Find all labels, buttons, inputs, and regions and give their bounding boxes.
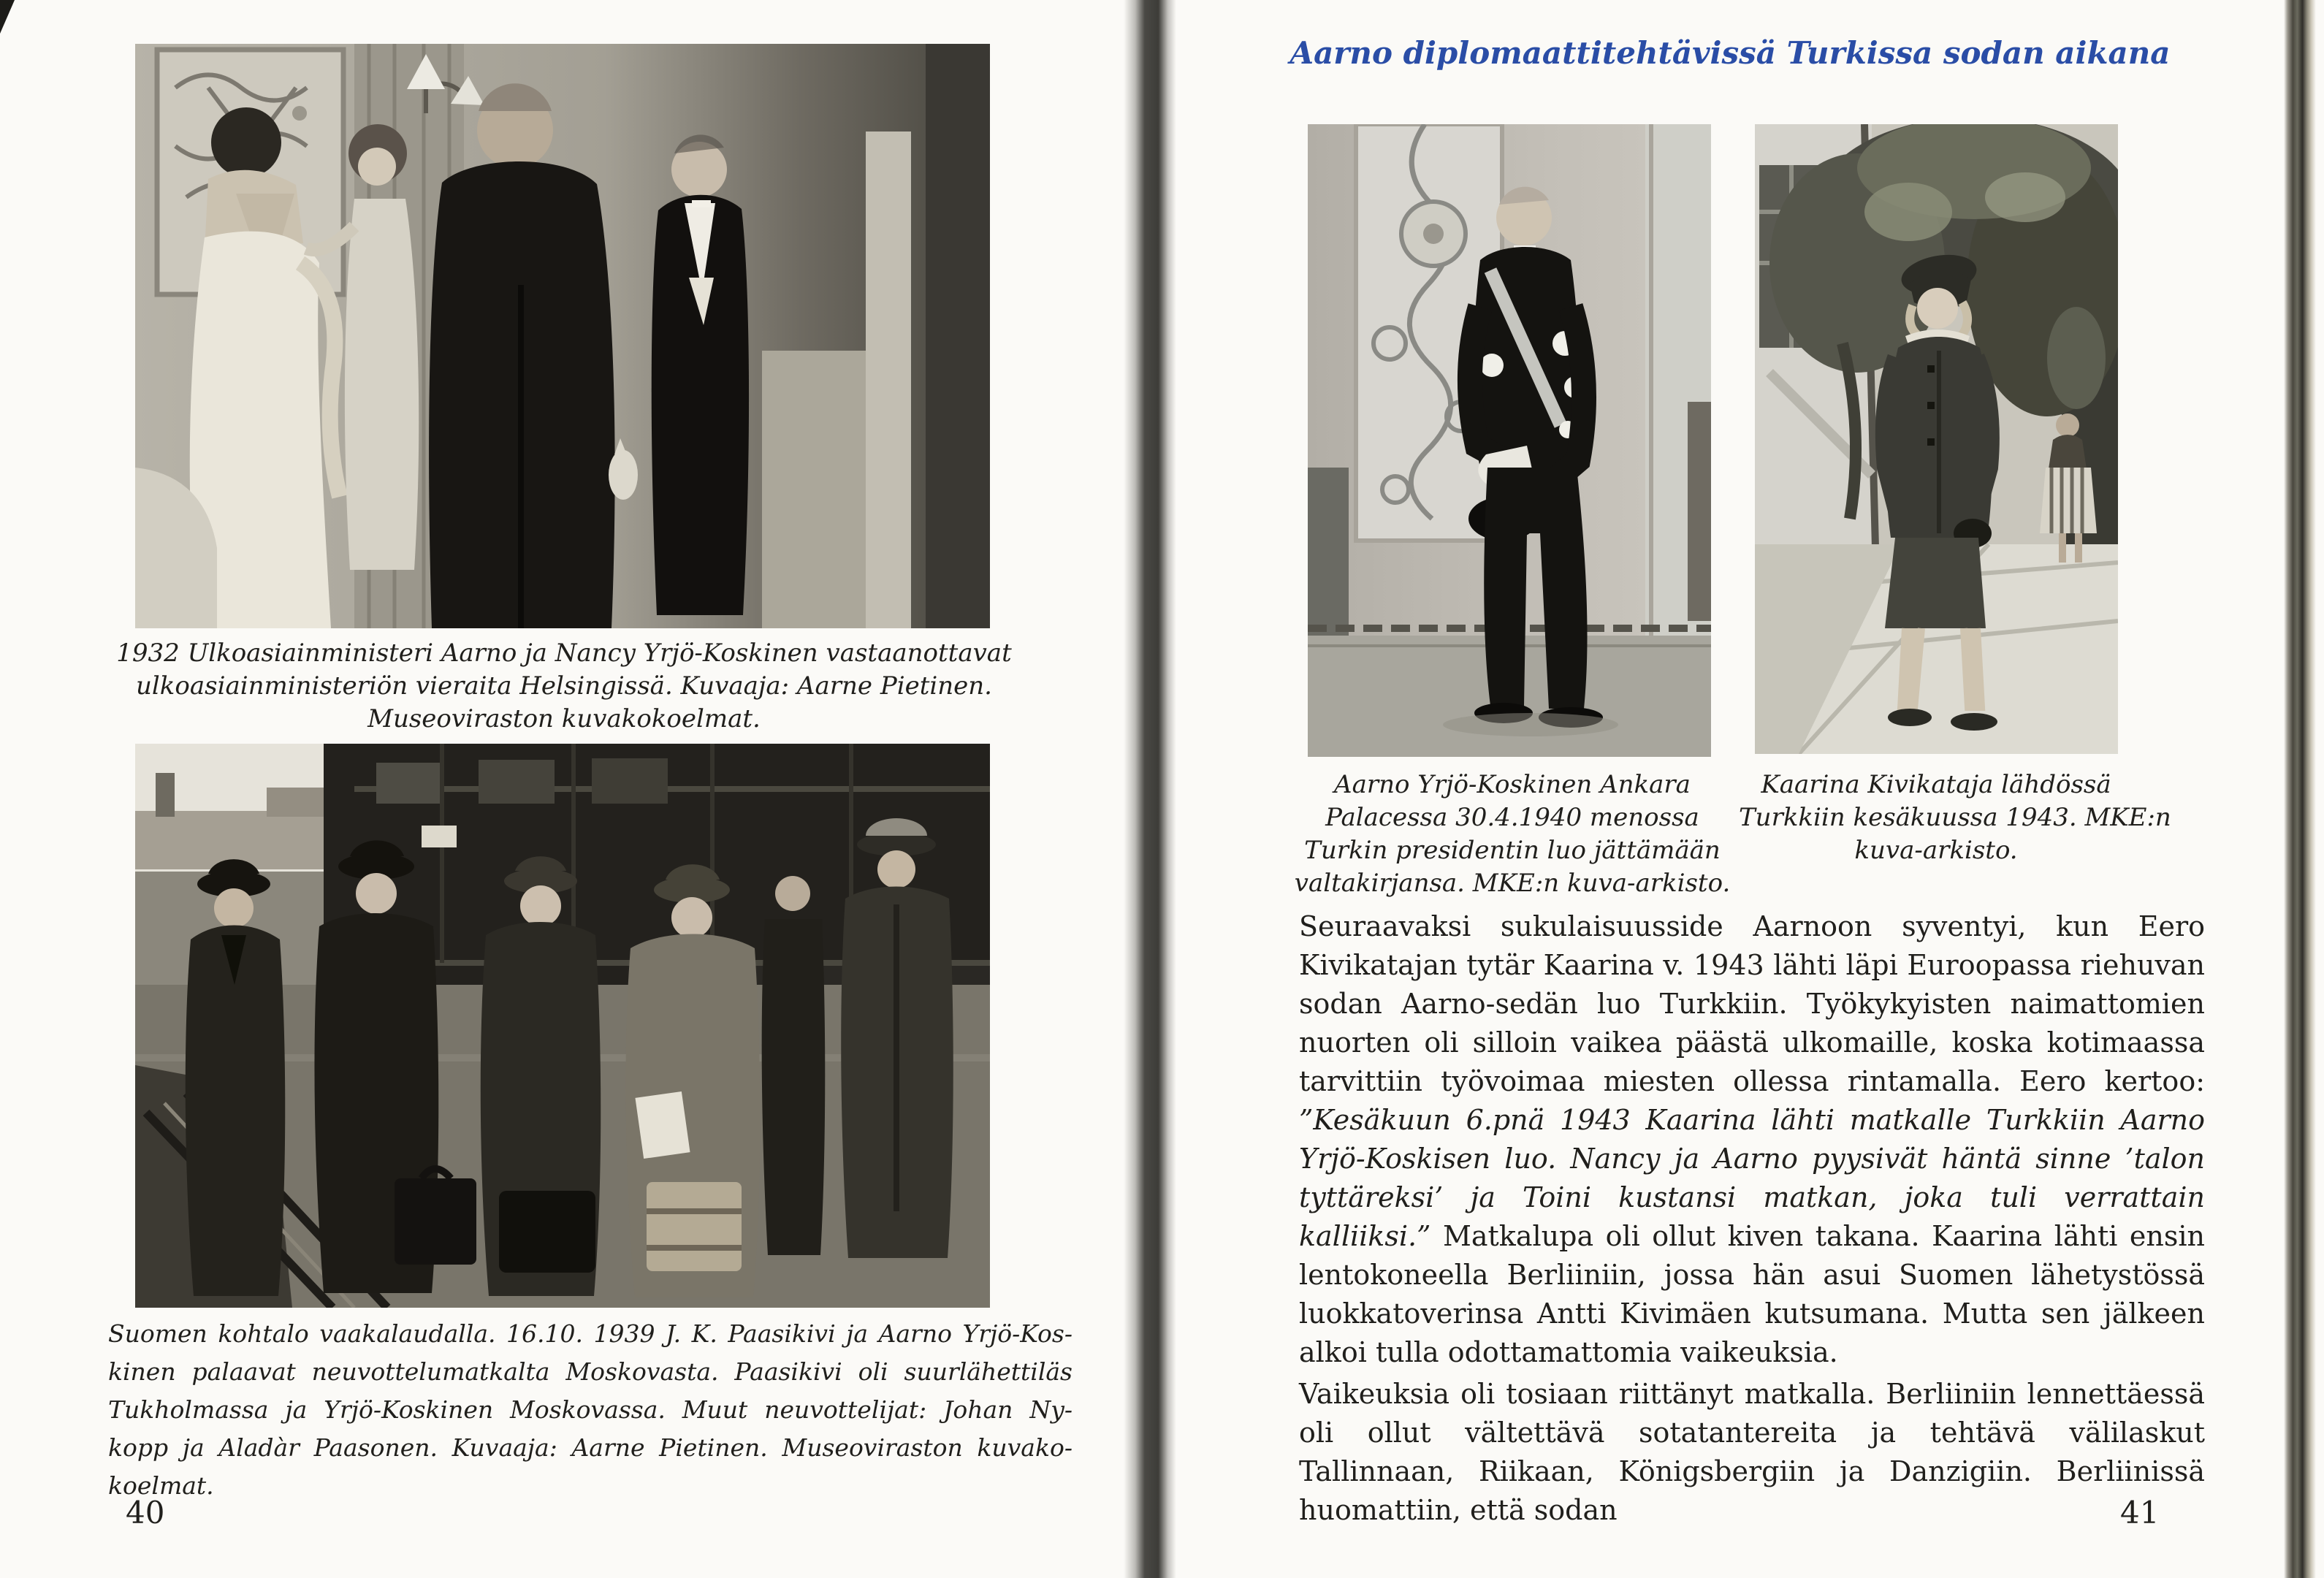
paragraph-text: Matkalupa oli ollut kiven takana. Kaarina lähti ensin lentokoneella Berliiniin, jossa hän asui Suomen lähetystössä luokkatoverinsa Antti Kivimäen kutsumana. Mutta sen jälkeen alkoi tulla odottamattomia vaikeuksia. <box>1299 1220 2205 1368</box>
photo2-caption <box>108 1315 1073 1505</box>
caption-line: Tukholmassa ja Yrjö-Koskinen Moskovassa. Muut neuvottelijat: Johan Ny- <box>108 1395 1073 1424</box>
caption-line: ulkoasiainministeriön vieraita Helsingissä. Kuvaaja: Aarne Pietinen. <box>136 671 992 701</box>
left-page <box>0 0 1129 1578</box>
paragraph-text: Seuraavaksi sukulaisuusside Aarnoon syventyi, kun Eero Kivikatajan tytär Kaarina v. 1943 lähti läpi Euroopassa riehuvan sodan Aarno-sedän luo Turkkiin. Työkykyisten naimattomien nuorten oli silloin vaikea päästä ulkomaille, koska kotimaassa tarvittiin työvoimaa miesten ollessa rintamalla. Eero kertoo: <box>1299 910 2205 1097</box>
caption-line: Kaarina Kivikataja lähdössä <box>1761 770 2111 799</box>
figure-man-whitetie <box>652 134 749 615</box>
photo-station-1939 <box>135 744 990 1308</box>
caption-line: Suomen kohtalo vaakalaudalla. 16.10. 1939 J. K. Paasikivi ja Aarno Yrjö-Kos- <box>108 1319 1073 1348</box>
photo3-caption <box>1293 769 1731 900</box>
right-page <box>1176 0 2284 1578</box>
caption-line: valtakirjansa. MKE:n kuva-arkisto. <box>1294 868 1731 898</box>
body-paragraph-2: Vaikeuksia oli tosiaan riittänyt matkalla. Berliiniin lennettäessä oli ollut vältettävä sotatantereita ja tehtävä välilaskut Tallinnaan, Riikaan, Königsbergiin ja Danzigiin. Berliinissä huomattiin, että sodan <box>1299 1378 2205 1526</box>
caption-line: Museoviraston kuvakokoelmat. <box>367 704 761 733</box>
caption-line: koelmat. <box>108 1471 214 1500</box>
page-number-right: 41 <box>2120 1495 2160 1531</box>
book-gutter-shadow <box>1124 0 1176 1578</box>
caption-line: Turkin presidentin luo jättämään <box>1304 835 1721 865</box>
caption-line: 1932 Ulkoasiainministeri Aarno ja Nancy Yrjö-Koskinen vastaanottavat <box>116 639 1012 668</box>
photo-aarno-illustration <box>1308 124 1711 757</box>
caption-line: kopp ja Aladàr Paasonen. Kuvaaja: Aarne Pietinen. Museoviraston kuvako- <box>108 1433 1073 1462</box>
caption-line: Turkkiin kesäkuussa 1943. MKE:n <box>1739 802 2171 832</box>
figure-man-5 <box>762 876 826 1255</box>
caption-line: kinen palaavat neuvottelumatkalta Moskovasta. Paasikivi oli suurlähettiläs <box>108 1357 1073 1386</box>
photo-kaarina <box>1755 124 2118 754</box>
photo-reception-illustration <box>135 44 990 628</box>
photo1-caption <box>104 637 1024 736</box>
dark-column <box>926 44 990 628</box>
caption-line: kuva-arkisto. <box>1854 835 2018 865</box>
photo4-caption <box>1739 769 2171 867</box>
caption-line: Palacessa 30.4.1940 menossa <box>1325 802 1699 832</box>
chapter-header: Aarno diplomaattitehtävissä Turkissa sodan aikana <box>1289 35 2171 71</box>
door-light-band <box>866 132 911 628</box>
page-number-left: 40 <box>126 1495 165 1531</box>
photo-station-illustration <box>135 744 990 1308</box>
photo-reception-1932 <box>135 44 990 628</box>
body-paragraph-1 <box>1299 907 2205 1372</box>
page-edge-stack <box>2284 0 2316 1578</box>
photo-aarno-ankara <box>1308 124 1711 757</box>
photo-kaarina-illustration <box>1755 124 2118 754</box>
caption-line: Aarno Yrjö-Koskinen Ankara <box>1334 770 1691 799</box>
fireplace <box>762 351 872 628</box>
quote-text: ”Kesäkuun 6.pnä 1943 Kaarina lähti matkalle Turkkiin Aarno Yrjö-Koskisen luo. Nancy ja Aarno pyysivät häntä sinne ’talon tyttäreksi’ ja Toini kustansi matkan, joka tuli verrattain kalliiksi.” <box>1299 1104 2205 1252</box>
